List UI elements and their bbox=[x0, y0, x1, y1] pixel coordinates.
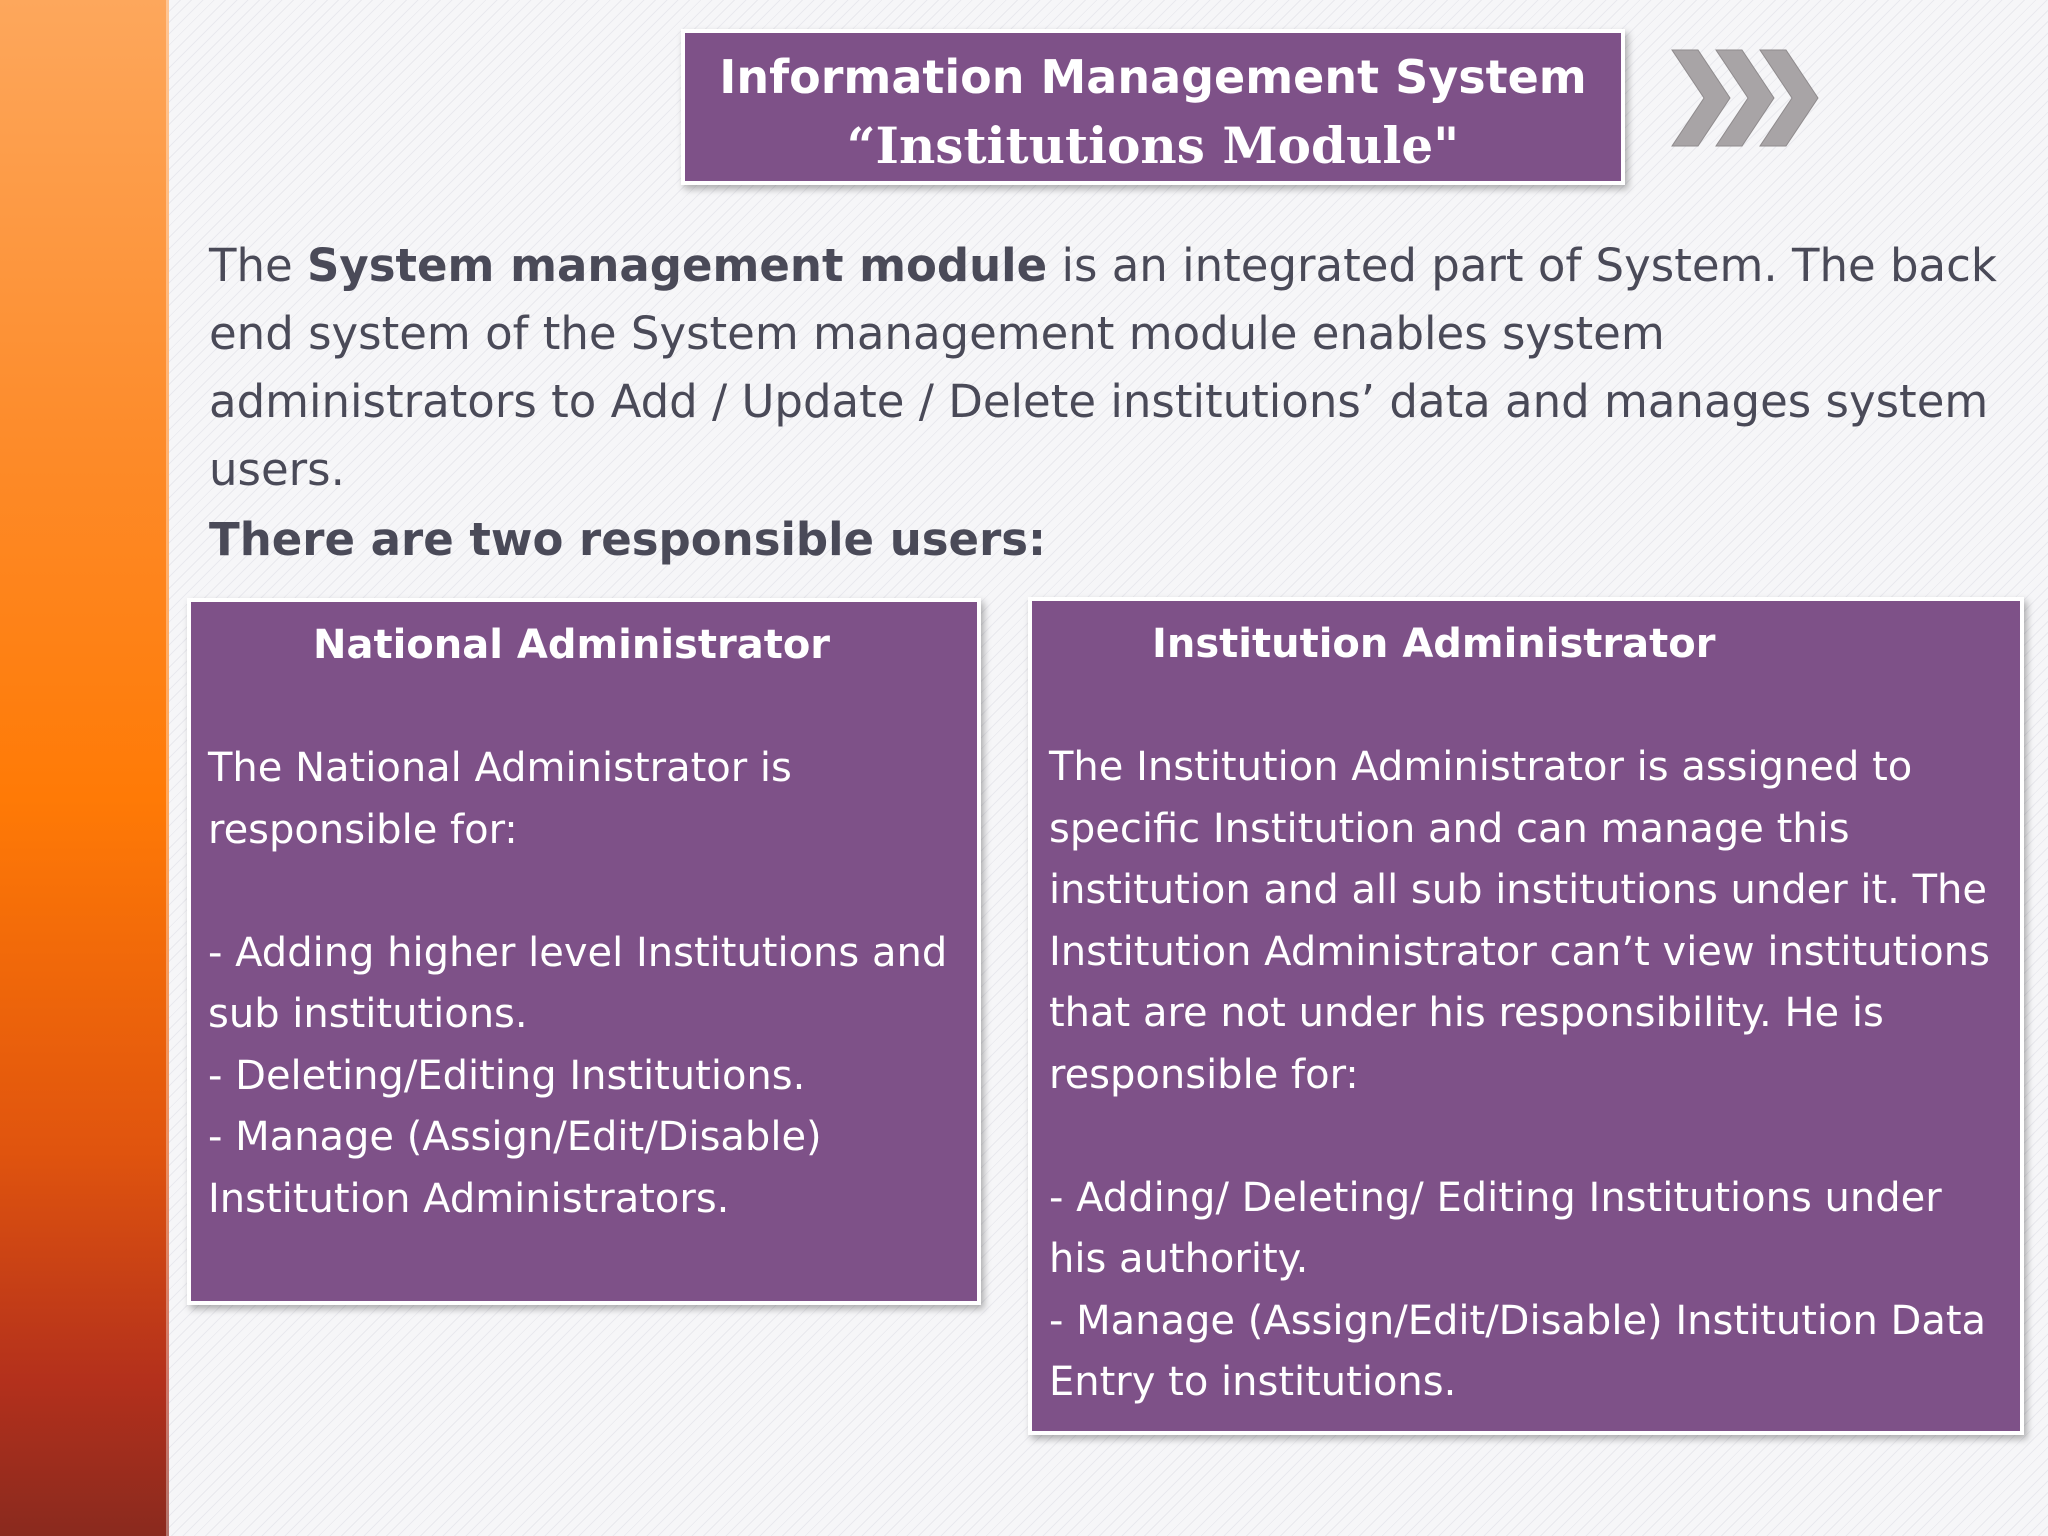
title-line-1: Information Management System bbox=[719, 50, 1587, 104]
intro-prefix: The bbox=[209, 239, 307, 292]
decorative-side-bar bbox=[0, 0, 169, 1536]
responsible-users-heading: There are two responsible users: bbox=[209, 513, 1047, 566]
national-administrator-body: The National Administrator is responsible for: - Adding higher level Institutions and sub institutions. - Deleting/Editing Institutions. - Manage (Assign/Edit/Disable) Institution Administrators. bbox=[208, 745, 948, 1222]
title-banner bbox=[681, 29, 1625, 185]
national-administrator-title: National Administrator bbox=[313, 622, 831, 668]
institution-administrator-title: Institution Administrator bbox=[1152, 621, 1716, 667]
triple-chevron-right-icon bbox=[1668, 46, 1824, 150]
national-administrator-card bbox=[187, 598, 981, 1305]
intro-module-name: System management module bbox=[307, 239, 1048, 292]
intro-paragraph bbox=[209, 232, 1999, 504]
institution-administrator-body: The Institution Administrator is assigned to specific Institution and can manage this institution and all sub institutions under it. The Institution Administrator can’t view institutions that are not under his responsibility. He is responsible for: - Adding/ Deleting/ Editing Institutions under his authority. - Manage (Assign/Edit/Disable) Institution Data Entry to institutions. bbox=[1049, 744, 1990, 1405]
intro-description: is an integrated part of System. The back end system of the System management module enables system administrators to Add / Update / Delete institutions’ data and manages system users. bbox=[209, 239, 1997, 496]
institution-administrator-card bbox=[1028, 597, 2024, 1435]
title-line-2: “Institutions Module" bbox=[846, 116, 1460, 175]
